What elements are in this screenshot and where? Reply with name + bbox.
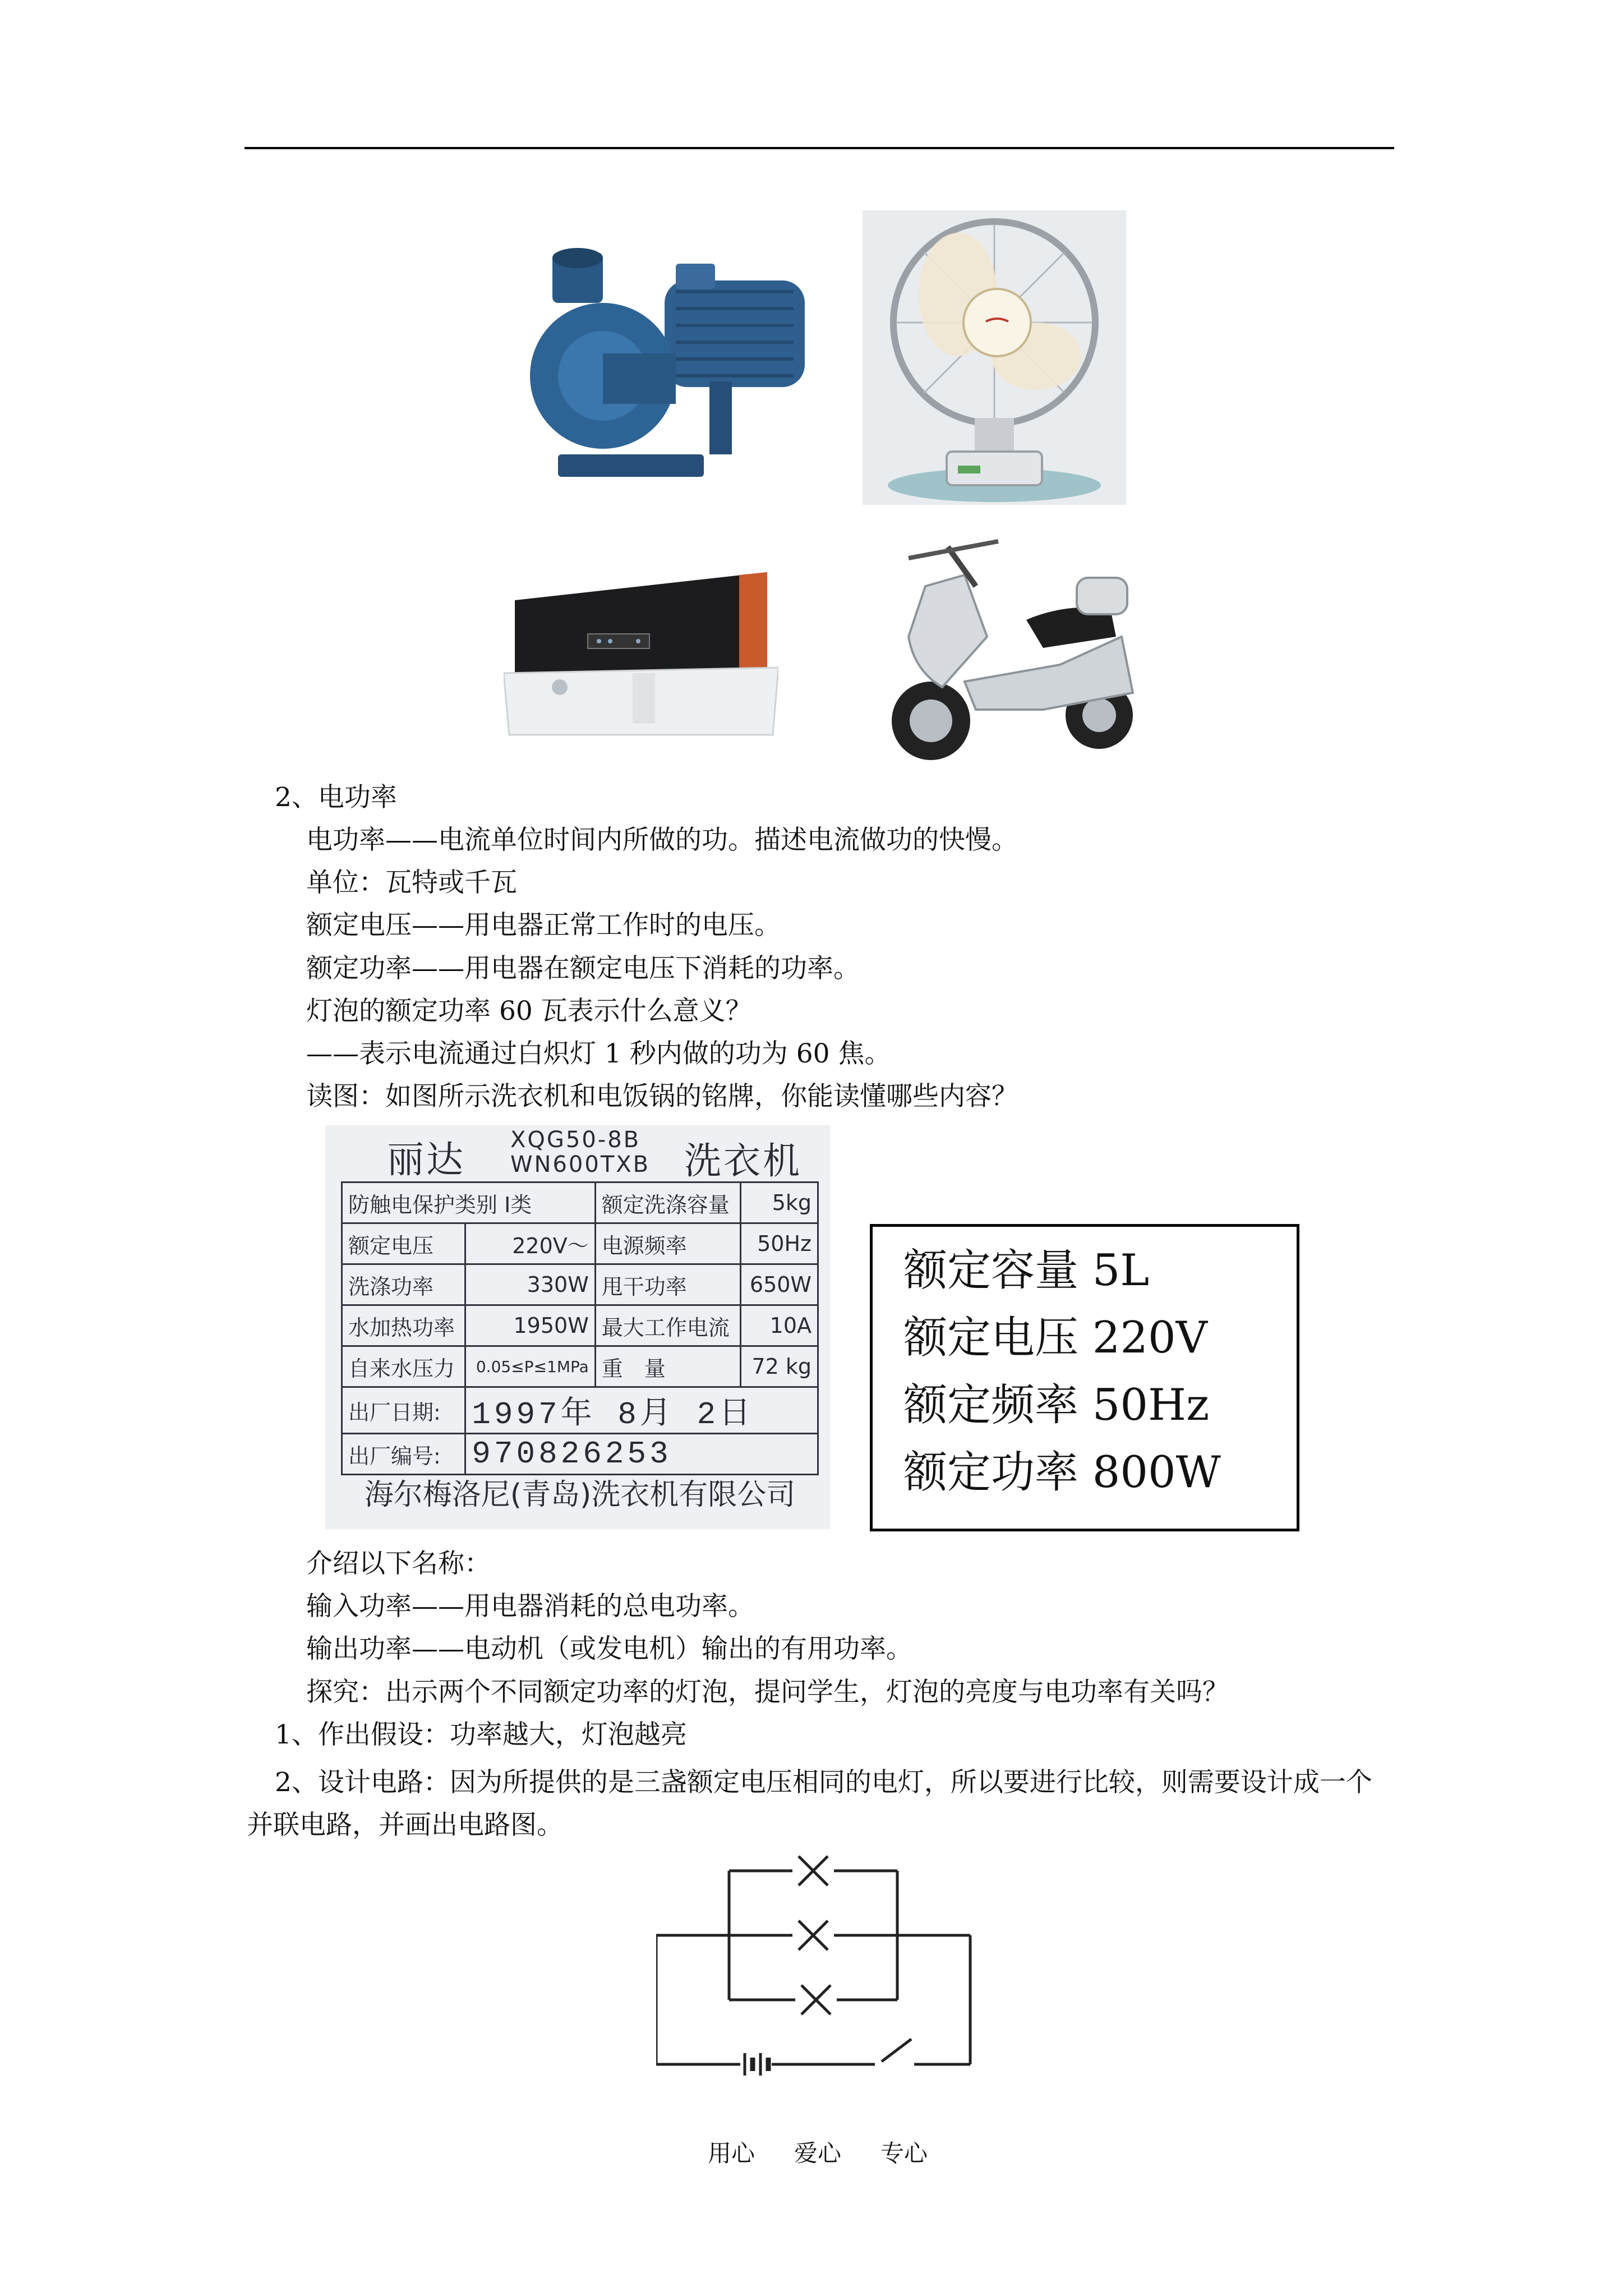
parallel-circuit-diagram	[656, 1846, 976, 2081]
table-row	[342, 1223, 818, 1264]
nameplate-product: 洗衣机	[684, 1139, 802, 1182]
rated-voltage-line: 额定电压——用电器正常工作时的电压。	[306, 910, 781, 941]
lamp-3	[795, 1979, 837, 2021]
nameplate-cell: 水加热功率	[342, 1305, 465, 1346]
desk-fan-photo	[863, 210, 1126, 505]
explore-line: 探究：出示两个不同额定功率的灯泡，提问学生，灯泡的亮度与电功率有关吗？	[306, 1677, 1229, 1708]
footer-word-1: 用心	[708, 2139, 755, 2167]
nameplate-date-value: 1997年 8月 2日	[465, 1387, 818, 1434]
nameplate-cell: 自来水压力	[342, 1346, 465, 1387]
nameplate-model	[510, 1128, 650, 1177]
nameplate-brand: 丽达	[387, 1138, 465, 1181]
nameplate-cell: 最大工作电流	[595, 1305, 741, 1346]
question-line: 灯泡的额定功率 60 瓦表示什么意义？	[306, 996, 752, 1027]
nameplate-table	[341, 1181, 819, 1475]
rating-capacity: 额定容量 5L	[903, 1245, 1150, 1296]
table-row	[342, 1264, 818, 1305]
table-row	[342, 1182, 818, 1223]
nameplate-cell: 220V～	[465, 1223, 596, 1264]
nameplate-cell: 洗涤功率	[342, 1264, 465, 1305]
table-row	[342, 1305, 818, 1346]
footer-word-3: 专心	[880, 2139, 928, 2167]
battery-symbol	[745, 2053, 768, 2076]
header-rule	[245, 147, 1394, 149]
water-pump-photo	[524, 241, 810, 505]
nameplate-model-top: XQG50-8B	[510, 1127, 641, 1153]
nameplate-cell: 650W	[741, 1264, 818, 1305]
range-hood-photo	[504, 561, 778, 740]
section-heading: 2、电功率	[275, 782, 397, 813]
nameplate-cell: 330W	[465, 1264, 596, 1305]
nameplate-cell: 10A	[741, 1305, 818, 1346]
step2-paragraph: 2、设计电路：因为所提供的是三盏额定电压相同的电灯，所以要进行比较，则需要设计成一个并联电路，并画出电路图。	[247, 1767, 1372, 1841]
rating-frequency: 额定频率 50Hz	[903, 1380, 1210, 1430]
table-row	[342, 1387, 818, 1434]
intro-names-line: 介绍以下名称：	[306, 1548, 491, 1579]
nameplate-cell: 甩干功率	[595, 1264, 741, 1305]
rated-power-line: 额定功率——用电器在额定电压下消耗的功率。	[306, 953, 860, 984]
nameplate-cell: 1950W	[465, 1305, 596, 1346]
answer-line: ——表示电流通过白炽灯 1 秒内做的功为 60 焦。	[306, 1038, 891, 1069]
nameplate-cell: 5kg	[741, 1182, 818, 1223]
nameplate-company: 海尔梅洛尼(青岛)洗衣机有限公司	[364, 1478, 796, 1512]
read-figure-line: 读图：如图所示洗衣机和电饭锅的铭牌，你能读懂哪些内容？	[306, 1081, 1018, 1112]
rating-voltage: 额定电压 220V	[903, 1313, 1208, 1363]
nameplate-cell: 电源频率	[595, 1223, 741, 1264]
nameplate-cell: 0.05≤P≤1MPa	[465, 1346, 596, 1387]
unit-line: 单位：瓦特或千瓦	[306, 867, 517, 898]
nameplate-cell: 防触电保护类别 I类	[342, 1182, 596, 1223]
nameplate-serial-label: 出厂编号:	[342, 1434, 465, 1475]
input-power-line: 输入功率——用电器消耗的总电功率。	[306, 1591, 754, 1622]
switch-symbol	[875, 2039, 911, 2068]
lamp-1	[792, 1850, 834, 1892]
nameplate-cell: 额定洗涤容量	[595, 1182, 741, 1223]
nameplate-model-bottom: WN600TXB	[510, 1152, 651, 1177]
nameplate-cell: 50Hz	[741, 1223, 818, 1264]
footer-word-2: 爱心	[794, 2139, 842, 2167]
step1-line: 1、作出假设：功率越大，灯泡越亮	[275, 1719, 687, 1750]
nameplate-cell: 重 量	[595, 1346, 741, 1387]
nameplate-cell: 72 kg	[741, 1346, 818, 1387]
nameplate-cell: 额定电压	[342, 1223, 465, 1264]
nameplate-serial-value: 970826253	[465, 1434, 818, 1475]
table-row	[342, 1434, 818, 1475]
lamp-2	[792, 1915, 834, 1956]
rating-power: 额定功率 800W	[903, 1447, 1221, 1498]
rating-box	[870, 1224, 1299, 1531]
electric-scooter-photo	[875, 524, 1144, 769]
output-power-line: 输出功率——电动机（或发电机）输出的有用功率。	[306, 1634, 912, 1664]
washing-machine-nameplate	[325, 1125, 830, 1529]
definition-line: 电功率——电流单位时间内所做的功。描述电流做功的快慢。	[306, 825, 1018, 855]
nameplate-date-label: 出厂日期:	[342, 1387, 465, 1434]
table-row	[342, 1346, 818, 1387]
